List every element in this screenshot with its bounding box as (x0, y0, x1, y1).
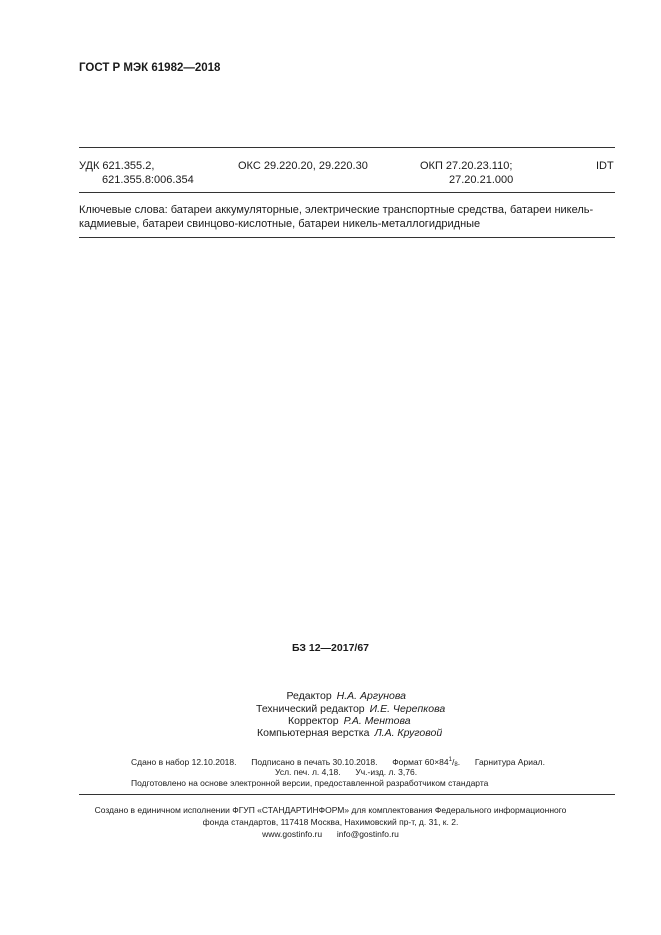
email-link[interactable]: info@gostinfo.ru (336, 829, 399, 839)
staff-role: Технический редактор (256, 703, 365, 715)
garnitura: Гарнитура Ариал. (474, 757, 546, 767)
keywords-line-2: кадмиевые, батареи свинцово-кислотные, батареи никель-металлогидридные (79, 218, 481, 230)
bz-number: БЗ 12—2017/67 (291, 642, 370, 654)
staff-layout (257, 727, 442, 740)
staff-name: Л.А. Круговой (374, 727, 443, 739)
footer-rule (79, 794, 615, 795)
udk-line-1: УДК 621.355.2, (79, 160, 155, 172)
okp-line-1: ОКП 27.20.23.110; (420, 160, 513, 172)
staff-name: Р.А. Ментова (343, 715, 411, 727)
podpisano-date: Подписано в печать 30.10.2018. (251, 757, 378, 767)
mid-rule (79, 192, 615, 193)
keywords-line-1: Ключевые слова: батареи аккумуляторные, электрические транспортные средства, батареи никель- (79, 204, 594, 216)
staff-name: Н.А. Аргунова (336, 690, 406, 702)
oks-code: ОКС 29.220.20, 29.220.30 (238, 160, 368, 172)
idt-label: IDT (596, 160, 614, 172)
staff-role: Компьютерная верстка (257, 727, 370, 739)
staff-name: И.Е. Черепкова (369, 703, 446, 715)
uch-izd: Уч.-изд. л. 3,76. (355, 767, 418, 777)
footer-contacts (0, 828, 661, 841)
standard-code: ГОСТ Р МЭК 61982—2018 (79, 62, 221, 74)
staff-role: Корректор (288, 715, 339, 727)
staff-editor (286, 690, 406, 703)
print-format: Формат $60\times 84^1/_8$. (392, 757, 461, 768)
footer-line-1: Создано в единичном исполнении ФГУП «СТАНДАРТИНФОРМ» для комплектования Федерального информационного (94, 805, 567, 815)
okp-line-2: 27.20.21.000 (449, 174, 514, 186)
footer-line-2: фонда стандартов, 117418 Москва, Нахимовский пр-т, д. 31, к. 2. (202, 817, 459, 827)
prepared-note: Подготовлено на основе электронной версии, предоставленной разработчиком стандарта (131, 778, 489, 788)
usl-pech: Усл. печ. л. 4,18. (275, 767, 341, 777)
keywords-rule (79, 237, 615, 238)
top-rule (79, 147, 615, 148)
staff-role: Редактор (286, 690, 332, 702)
sdano-date: Сдано в набор 12.10.2018. (131, 757, 237, 767)
website-link[interactable]: www.gostinfo.ru (262, 829, 323, 839)
udk-line-2: 621.355.8:006.354 (102, 174, 194, 186)
